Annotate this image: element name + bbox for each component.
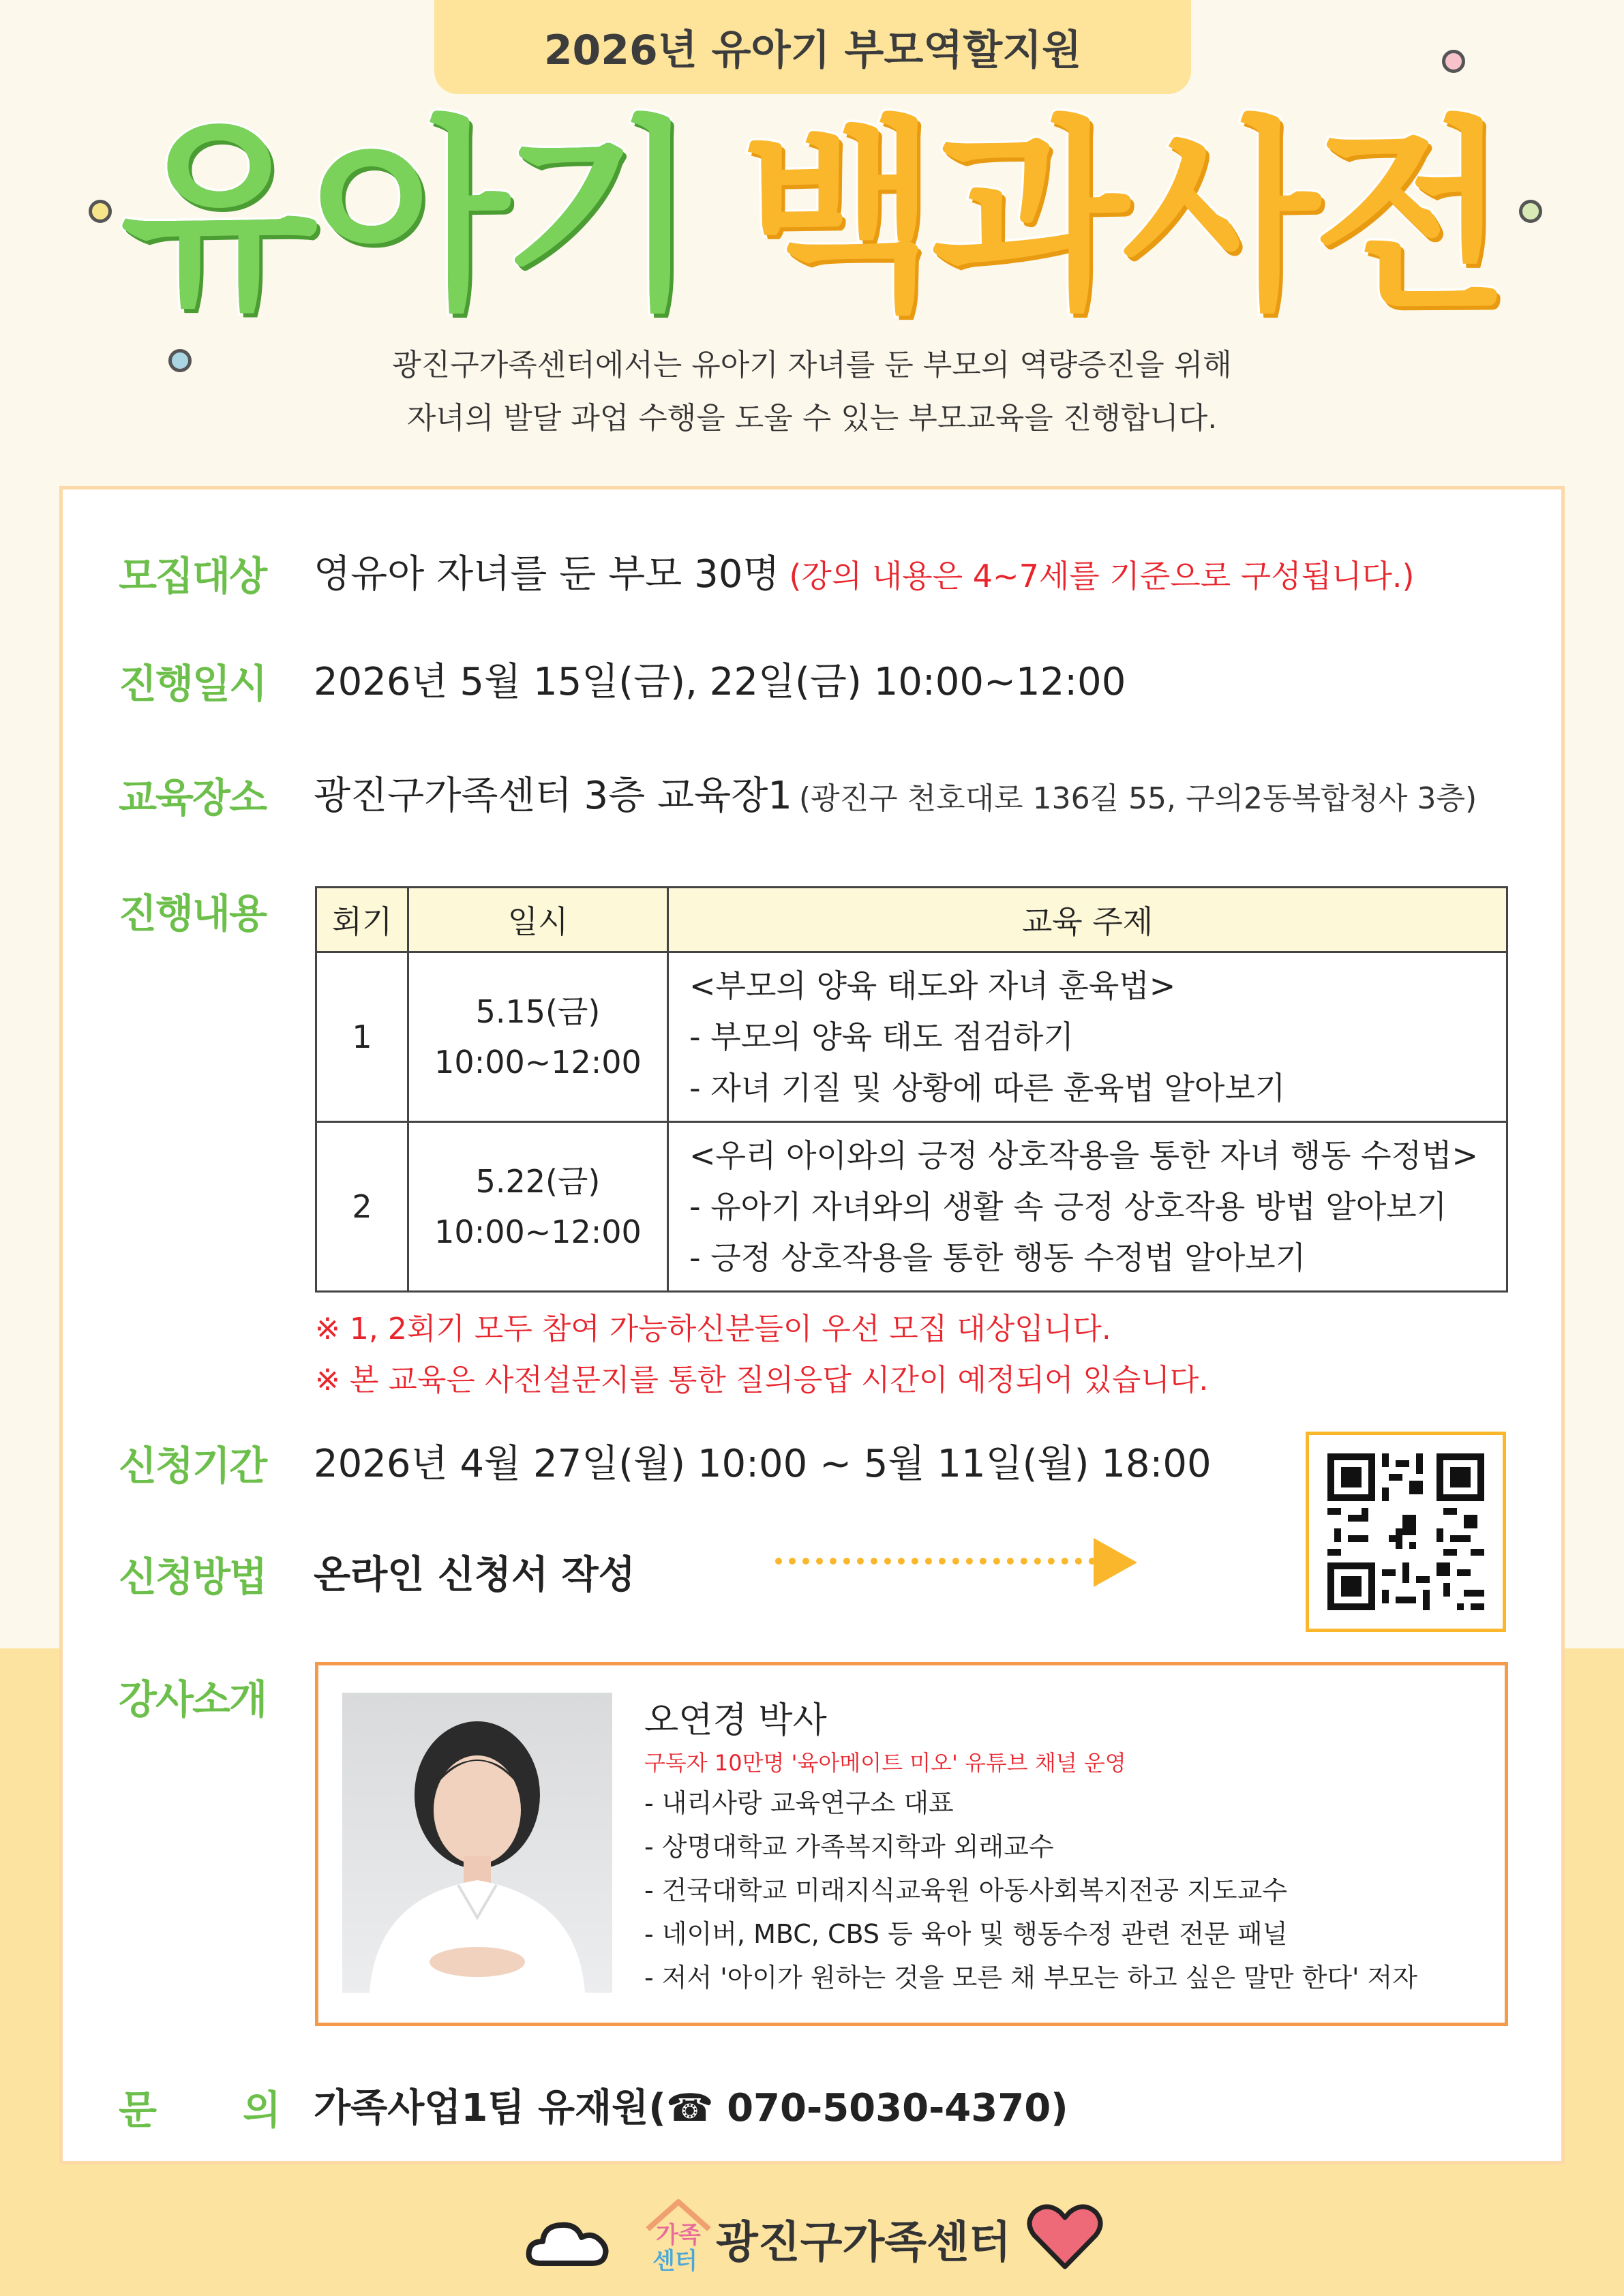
inquiry-label [119,2078,280,2135]
main-title [0,99,1624,337]
method-value: 온라인 신청서 작성 [314,1553,635,1597]
list-item: - 건국대학교 미래지식교육원 아동사회복지전공 지도교수 [644,1875,1288,1905]
title-part2: 백과사전 [740,99,1504,337]
period-label: 신청기간 [119,1442,267,1489]
dotted-arrow-line [775,1558,1096,1565]
logo-bottom-text: 센터 [652,2248,697,2275]
header-session: 회기 [316,888,408,952]
date-cell [408,952,668,1122]
target-label: 모집대상 [119,553,267,599]
list-item: - 네이버, MBC, CBS 등 육아 및 행동수정 관련 전문 패널 [644,1919,1288,1949]
lecturer-label: 강사소개 [119,1676,267,1723]
target-note: (강의 내용은 4~7세를 기준으로 구성됩니다.) [789,558,1415,594]
venue-value-row [314,766,1477,820]
time-text: 10:00~12:00 [434,1213,642,1250]
topic-cell [668,952,1507,1122]
topic-item: - 긍정 상호작용을 통한 행동 수정법 알아보기 [689,1239,1306,1276]
inquiry-label-1: 문 [119,2087,156,2133]
datetime-label: 진행일시 [119,661,267,707]
family-center-logo-icon [641,2195,716,2277]
decor-dot [1442,50,1465,73]
list-item: - 상명대학교 가족복지학과 외래교수 [644,1832,1054,1862]
datetime-value: 2026년 5월 15일(금), 22일(금) 10:00~12:00 [314,660,1126,704]
target-value: 영유아 자녀를 둔 부모 30명 [314,552,780,596]
inquiry-value: 가족사업1팀 유재원(☎ 070-5030-4370) [314,2086,1068,2130]
cloud-icon [524,2216,612,2270]
lecturer-subtitle: 구독자 10만명 '육아메이트 미오' 유튜브 채널 운영 [644,1750,1126,1776]
intro-line2: 자녀의 발달 과업 수행을 도울 수 있는 부모교육을 진행합니다. [406,401,1218,436]
table-header-row [316,888,1507,952]
list-item: - 내리사랑 교육연구소 대표 [644,1788,954,1818]
method-label: 신청방법 [119,1554,267,1600]
list-item: - 저서 '아이가 원하는 것을 모른 채 부모는 하고 싶은 말만 한다' 저자 [644,1963,1417,1993]
title-part1: 유아기 [120,99,693,337]
topic-item: - 부모의 양육 태도 점검하기 [689,1018,1074,1055]
header-topic: 교육 주제 [668,888,1507,952]
inquiry-label-2: 의 [243,2087,280,2133]
venue-label: 교육장소 [119,774,267,821]
topic-cell [668,1122,1507,1292]
session-cell: 1 [316,952,408,1122]
date-text: 5.22(금) [475,1163,601,1200]
heart-icon [1026,2200,1104,2271]
venue-value: 광진구가족센터 3층 교육장1 [314,774,792,818]
lecturer-name: 오연경 박사 [644,1700,827,1741]
notice-2: ※ 본 교육은 사전설문지를 통한 질의응답 시간이 예정되어 있습니다. [315,1363,1209,1398]
schedule-table [315,886,1508,1293]
period-value: 2026년 4월 27일(월) 10:00 ~ 5월 11일(월) 18:00 [314,1442,1212,1486]
topic-item: - 자녀 기질 및 상황에 따른 훈육법 알아보기 [689,1069,1286,1106]
person-photo-icon [342,1693,612,1993]
lecturer-box [315,1662,1508,2026]
lecturer-career-list [644,1781,1417,1999]
qr-code[interactable] [1306,1432,1506,1632]
topic-item: - 유아기 자녀와의 생활 속 긍정 상호작용 방법 알아보기 [689,1188,1447,1225]
top-banner [434,0,1191,94]
qr-code-icon [1327,1453,1484,1610]
venue-address: (광진구 천호대로 136길 55, 구의2동복합청사 3층) [798,781,1477,816]
footer-brand: 광진구가족센터 [716,2218,1011,2268]
table-row [316,952,1507,1122]
arrow-right-icon [1094,1538,1137,1587]
topic-title: <우리 아이와의 긍정 상호작용을 통한 자녀 행동 수정법> [689,1136,1479,1174]
info-card [59,486,1565,2164]
date-text: 5.15(금) [475,993,601,1030]
date-cell [408,1122,668,1292]
banner-text: 2026년 유아기 부모역할지원 [543,27,1082,74]
notice-1: ※ 1, 2회기 모두 참여 가능하신분들이 우선 모집 대상입니다. [315,1312,1111,1346]
content-label: 진행내용 [119,890,267,937]
header-date: 일시 [408,888,668,952]
table-row [316,1122,1507,1292]
footer [0,2185,1624,2287]
session-cell: 2 [316,1122,408,1292]
intro-line1: 광진구가족센터에서는 유아기 자녀를 둔 부모의 역량증진을 위해 [392,348,1232,382]
time-text: 10:00~12:00 [434,1044,642,1081]
logo-top-text: 가족 [656,2222,701,2249]
target-value-row [314,544,1414,599]
topic-title: <부모의 양육 태도와 자녀 훈육법> [689,967,1176,1004]
intro-text [0,339,1624,445]
lecturer-photo [342,1693,612,1993]
